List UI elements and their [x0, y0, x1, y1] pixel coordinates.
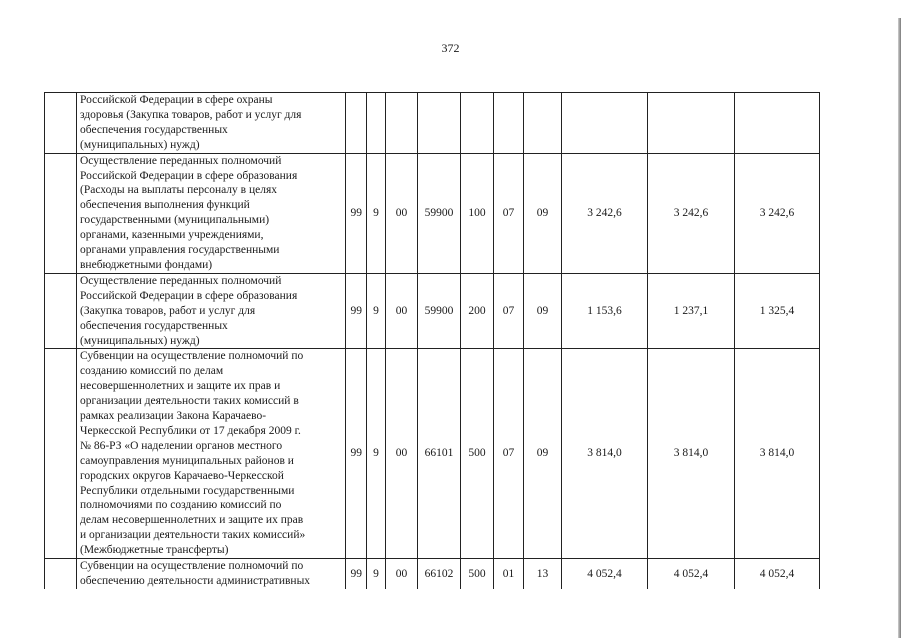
- direction-code-cell: 59900: [418, 153, 461, 273]
- row-number-cell: [45, 153, 77, 273]
- program-code-cell: [346, 93, 367, 154]
- amount-year-3-cell: 3 814,0: [735, 349, 820, 559]
- description-cell: [77, 153, 346, 273]
- main-event-code-cell: [386, 93, 418, 154]
- program-code-cell: 99: [346, 559, 367, 589]
- description-line: обеспечению деятельности административных: [80, 575, 311, 587]
- description-line: и организации деятельности таких комиссий»: [80, 529, 306, 542]
- description-line: (Межбюджетные трансферты): [80, 544, 229, 557]
- description-line: (муниципальных) нужд): [80, 138, 200, 151]
- description-cell: [77, 93, 346, 154]
- description-line: здоровья (Закупка товаров, работ и услуг для: [80, 108, 302, 121]
- description-cell: [77, 349, 346, 559]
- description-line: самоуправления муниципальных районов и: [80, 454, 294, 467]
- direction-code-cell: [418, 93, 461, 154]
- expense-type-cell: 500: [461, 559, 494, 589]
- expense-type-cell: 200: [461, 273, 494, 349]
- section-code-cell: 07: [494, 273, 524, 349]
- amount-year-1-cell: 1 153,6: [562, 273, 648, 349]
- subprogram-code-cell: [367, 93, 386, 154]
- row-number-cell: [45, 273, 77, 349]
- description-line: Черкесской Республики от 17 декабря 2009 г.: [80, 424, 301, 437]
- subprogram-code-cell: 9: [367, 153, 386, 273]
- main-event-code-cell: 00: [386, 559, 418, 589]
- section-code-cell: 01: [494, 559, 524, 589]
- subsection-code-cell: 09: [524, 273, 562, 349]
- amount-year-1-cell: 3 814,0: [562, 349, 648, 559]
- direction-code-cell: 66101: [418, 349, 461, 559]
- subprogram-code-cell: 9: [367, 273, 386, 349]
- table-row: [45, 273, 820, 349]
- section-code-cell: [494, 93, 524, 154]
- amount-year-3-cell: 3 242,6: [735, 153, 820, 273]
- amount-year-2-cell: 3 814,0: [648, 349, 735, 559]
- description-line: Субвенции на осуществление полномочий по: [80, 350, 304, 363]
- subprogram-code-cell: 9: [367, 349, 386, 559]
- row-number-cell: [45, 93, 77, 154]
- subsection-code-cell: 13: [524, 559, 562, 589]
- amount-year-2-cell: 4 052,4: [648, 559, 735, 589]
- direction-code-cell: 59900: [418, 273, 461, 349]
- amount-year-3-cell: 1 325,4: [735, 273, 820, 349]
- amount-year-2-cell: 3 242,6: [648, 153, 735, 273]
- description-line: № 86-РЗ «О наделении органов местного: [80, 439, 283, 452]
- table-row: [45, 349, 820, 559]
- description-line: (муниципальных) нужд): [80, 334, 200, 347]
- description-line: обеспечения государственных: [80, 319, 228, 332]
- row-number-cell: [45, 559, 77, 589]
- description-line: городских округов Карачаево-Черкесской: [80, 469, 284, 482]
- description-line: (Закупка товаров, работ и услуг для: [80, 304, 256, 317]
- subsection-code-cell: 09: [524, 349, 562, 559]
- description-line: Осуществление переданных полномочий: [80, 274, 282, 287]
- amount-year-2-cell: 1 237,1: [648, 273, 735, 349]
- expense-type-cell: 500: [461, 349, 494, 559]
- description-line: рамках реализации Закона Карачаево-: [80, 410, 267, 423]
- description-line: обеспечения выполнения функций: [80, 199, 250, 212]
- description-line: Субвенции на осуществление полномочий по: [80, 560, 304, 573]
- description-line: Республики отдельными государственными: [80, 484, 295, 497]
- description-line: органами, казенными учреждениями,: [80, 229, 264, 242]
- amount-year-1-cell: 4 052,4: [562, 559, 648, 589]
- program-code-cell: 99: [346, 273, 367, 349]
- description-cell: [77, 273, 346, 349]
- description-line: несовершеннолетних и защите их прав и: [80, 380, 281, 393]
- expense-type-cell: 100: [461, 153, 494, 273]
- description-line: делам несовершеннолетних и защите их прав: [80, 514, 304, 527]
- description-cell: [77, 559, 346, 589]
- subsection-code-cell: [524, 93, 562, 154]
- budget-table: [44, 92, 820, 589]
- table-row: [45, 93, 820, 154]
- description-line: созданию комиссий по делам: [80, 365, 224, 378]
- description-line: (Расходы на выплаты персоналу в целях: [80, 184, 278, 197]
- amount-year-2-cell: [648, 93, 735, 154]
- description-line: Российской Федерации в сфере охраны: [80, 94, 273, 106]
- main-event-code-cell: 00: [386, 273, 418, 349]
- expense-type-cell: [461, 93, 494, 154]
- section-code-cell: 07: [494, 153, 524, 273]
- main-event-code-cell: 00: [386, 349, 418, 559]
- description-line: организации деятельности таких комиссий в: [80, 395, 299, 408]
- program-code-cell: 99: [346, 153, 367, 273]
- page-number: 372: [441, 41, 460, 55]
- description-line: полномочиями по созданию комиссий по: [80, 499, 282, 512]
- description-line: обеспечения государственных: [80, 123, 228, 136]
- subsection-code-cell: 09: [524, 153, 562, 273]
- table-row: [45, 153, 820, 273]
- subprogram-code-cell: 9: [367, 559, 386, 589]
- table-body: [45, 93, 820, 589]
- description-line: внебюджетными фондами): [80, 258, 213, 271]
- amount-year-3-cell: 4 052,4: [735, 559, 820, 589]
- description-line: Российской Федерации в сфере образования: [80, 169, 298, 182]
- description-line: органами управления государственными: [80, 244, 280, 257]
- table-row: [45, 559, 820, 589]
- direction-code-cell: 66102: [418, 559, 461, 589]
- main-event-code-cell: 00: [386, 153, 418, 273]
- row-number-cell: [45, 349, 77, 559]
- amount-year-1-cell: [562, 93, 648, 154]
- amount-year-1-cell: 3 242,6: [562, 153, 648, 273]
- description-line: Осуществление переданных полномочий: [80, 154, 282, 167]
- description-line: государственными (муниципальными): [80, 214, 270, 227]
- description-line: Российской Федерации в сфере образования: [80, 289, 298, 302]
- amount-year-3-cell: [735, 93, 820, 154]
- section-code-cell: 07: [494, 349, 524, 559]
- program-code-cell: 99: [346, 349, 367, 559]
